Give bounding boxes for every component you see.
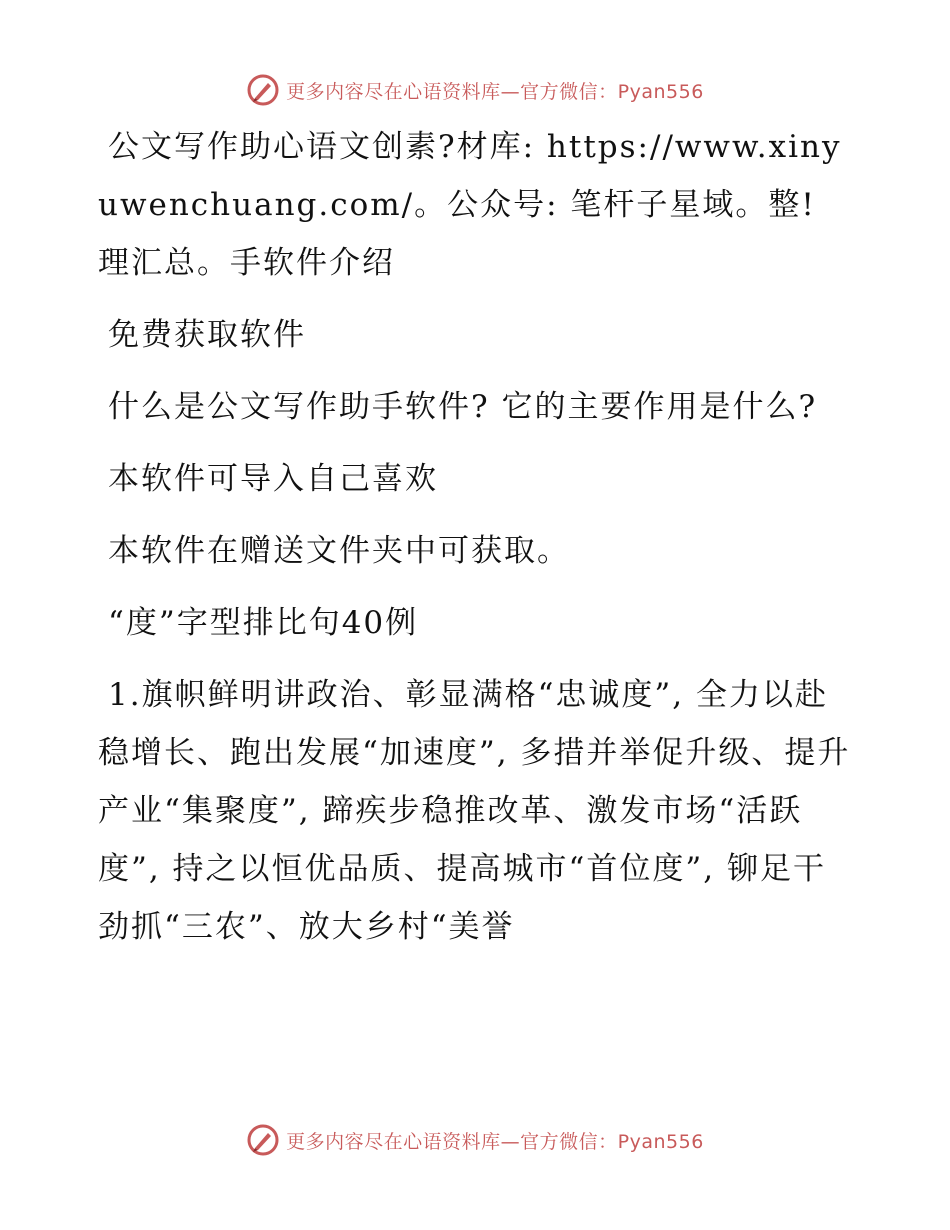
footer-banner — [0, 1120, 950, 1160]
pen-logo-icon — [246, 1123, 280, 1157]
paragraph-import: 本软件可导入自己喜欢 — [108, 461, 438, 497]
header-banner — [0, 70, 950, 110]
section-heading: “度”字型排比句40例 — [108, 605, 419, 641]
document-body — [98, 118, 858, 956]
footer-banner-text: 更多内容尽在心语资料库—官方微信：Pyan556 — [286, 1130, 704, 1153]
pen-logo-icon — [246, 73, 280, 107]
paragraph-question: 什么是公文写作助手软件? 它的主要作用是什么? — [108, 389, 818, 425]
paragraph-example-1: 1.旗帜鲜明讲政治、彰显满格“忠诚度”, 全力以赴稳增长、跑出发展“加速度”, 多措并举促升级、提升产业“集聚度”, 蹄疾步稳推改革、激发市场“活跃度”, 持之以恒优品质、提高城市“首位度”, 铆足干劲抓“三农”、放大乡村“美誉 — [98, 677, 851, 945]
header-banner-text: 更多内容尽在心语资料库—官方微信：Pyan556 — [286, 80, 704, 103]
paragraph-intro: 公文写作助心语文创素?材库: https://www.xinyuwenchuang.com/。公众号: 笔杆子星域。整! 理汇总。手软件介绍 — [98, 129, 842, 281]
paragraph-free-software: 免费获取软件 — [108, 317, 306, 353]
paragraph-folder: 本软件在赠送文件夹中可获取。 — [108, 533, 570, 569]
